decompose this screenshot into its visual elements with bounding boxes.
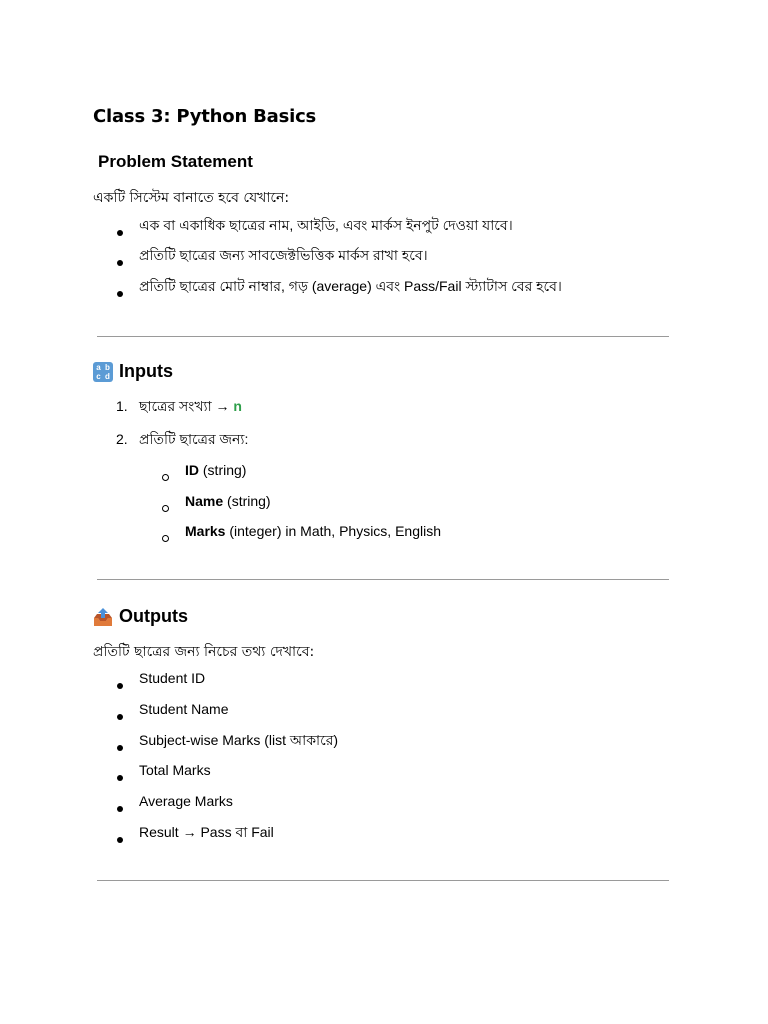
problem-bullet-2: প্রতিটি ছাত্রের জন্য সাবজেক্টভিত্তিক মার্কস রাখা হবে।	[139, 247, 428, 263]
bullet-disc	[117, 260, 123, 266]
inputs-heading: Inputs	[119, 361, 173, 381]
bullet-disc	[117, 230, 123, 236]
list-number: 1.	[116, 398, 128, 414]
output-subject-marks: Subject-wise Marks (list আকারে)	[139, 732, 339, 748]
section-divider	[97, 336, 669, 337]
outbox-tray-icon	[93, 607, 113, 627]
problem-bullet-1: এক বা একাধিক ছাত্রের নাম, আইডি, এবং মার্কস ইনপুট দেওয়া যাবে।	[139, 217, 513, 233]
field-id-type: (string)	[199, 462, 247, 478]
bullet-disc	[117, 291, 123, 297]
section-divider	[97, 579, 669, 580]
field-id-label: ID	[185, 462, 199, 478]
outputs-heading: Outputs	[119, 606, 188, 626]
output-result: Result → Pass বা Fail	[139, 824, 274, 840]
output-total-marks: Total Marks	[139, 762, 211, 778]
outputs-intro: প্রতিটি ছাত্রের জন্য নিচের তথ্য দেখাবে:	[93, 644, 315, 660]
field-marks-type: (integer) in Math, Physics, English	[225, 523, 441, 539]
list-number: 2.	[116, 431, 128, 447]
bullet-circle	[162, 535, 169, 542]
problem-bullet-3: প্রতিটি ছাত্রের মোট নাম্বার, গড় (average) এবং Pass/Fail স্ট্যাটাস বের হবে।	[139, 278, 562, 294]
output-student-name: Student Name	[139, 701, 229, 717]
bullet-circle	[162, 474, 169, 481]
output-student-id: Student ID	[139, 670, 206, 686]
problem-intro: একটি সিস্টেম বানাতে হবে যেখানে:	[93, 190, 290, 206]
bullet-disc	[117, 806, 123, 812]
inputs-item-1-text: ছাত্রের সংখ্যা →	[139, 398, 234, 414]
outputs-heading-row	[93, 606, 188, 627]
problem-statement-heading: Problem Statement	[98, 152, 253, 171]
field-marks-label: Marks	[185, 523, 226, 539]
field-name-label: Name	[185, 493, 224, 509]
bullet-disc	[117, 714, 123, 720]
section-divider	[97, 880, 669, 881]
bullet-disc	[117, 837, 123, 843]
bullet-circle	[162, 505, 169, 512]
inputs-item-2-text: প্রতিটি ছাত্রের জন্য:	[139, 431, 249, 447]
bullet-disc	[117, 775, 123, 781]
bullet-disc	[117, 745, 123, 751]
inputs-heading-row	[93, 361, 173, 382]
output-average-marks: Average Marks	[139, 793, 233, 809]
field-name-type: (string)	[223, 493, 271, 509]
variable-n: n	[233, 398, 242, 414]
input-latin-letters-icon: a b c d	[93, 362, 113, 382]
page-title: Class 3: Python Basics	[93, 106, 317, 127]
bullet-disc	[117, 683, 123, 689]
